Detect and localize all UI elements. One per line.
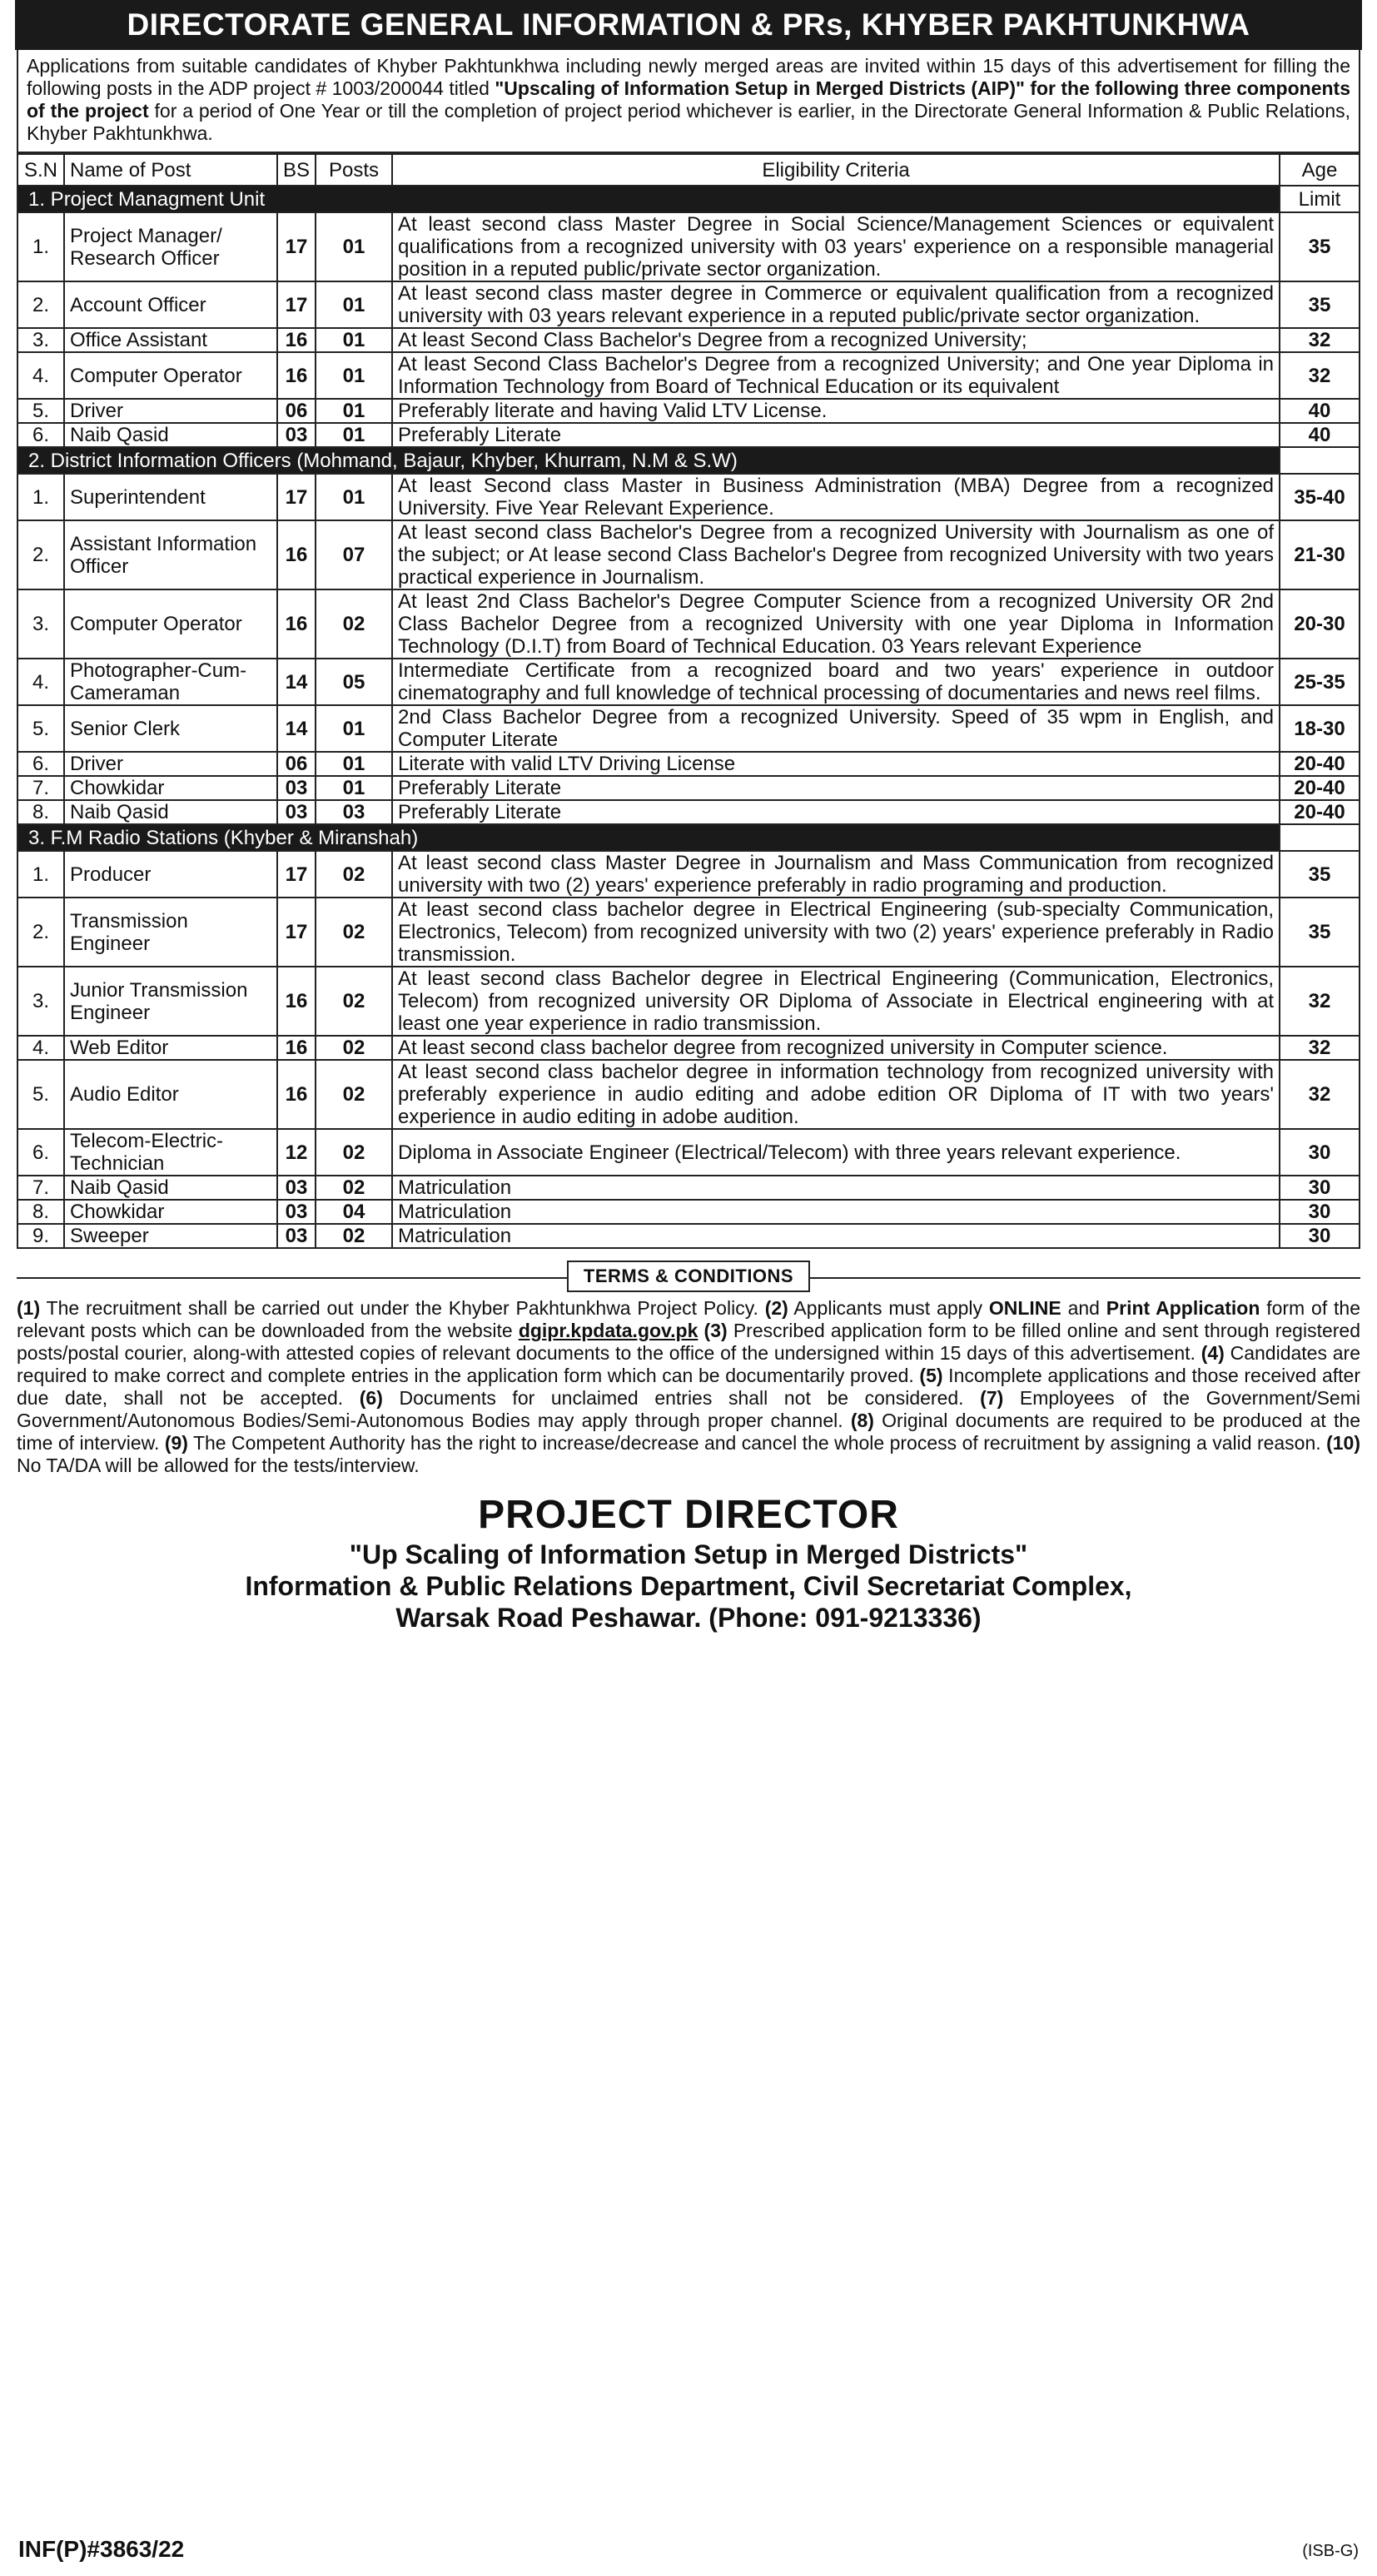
terms-title: TERMS & CONDITIONS (567, 1261, 810, 1292)
cell-post-name: Transmission Engineer (64, 898, 277, 967)
cell-criteria: At least second class master degree in Commerce or equivalent qualification from a recognized university with 03 years relevant experience in a reputed public/private sector organization. (392, 281, 1280, 328)
cell-post-name: Producer (64, 851, 277, 898)
footer-title: PROJECT DIRECTOR (478, 1493, 899, 1537)
cell-bs: 16 (277, 1060, 316, 1129)
table-row (17, 328, 1360, 352)
cell-age: 32 (1280, 328, 1360, 352)
table-row (17, 589, 1360, 659)
cell-bs: 17 (277, 212, 316, 281)
cell-posts: 02 (316, 1224, 392, 1248)
term-text: Applicants must apply (788, 1297, 989, 1319)
cell-criteria: Preferably Literate (392, 423, 1280, 447)
header-age: Age (1280, 154, 1360, 186)
cell-sn: 4. (17, 1036, 64, 1060)
cell-criteria: At least 2nd Class Bachelor's Degree Computer Science from a recognized University OR 2nd Class Bachelor Degree from a recognized University with one year Diploma in Information Technology (D.I.T) from Board of Technical Education. 03 Years relevant Experience (392, 589, 1280, 659)
cell-sn: 8. (17, 800, 64, 824)
terms-heading (17, 1261, 1360, 1294)
footer-project-name: "Up Scaling of Information Setup in Merged Districts" (349, 1539, 1028, 1569)
table-row (17, 281, 1360, 328)
term-text: Documents for unclaimed entries shall not be considered. (382, 1387, 981, 1409)
table-row (17, 967, 1360, 1036)
term-text (698, 1320, 703, 1341)
term-text: and (1061, 1297, 1106, 1319)
cell-criteria: At least second class Bachelor's Degree from a recognized University with Journalism as one of the subject; or At lease second Class Bachelor's Degree from recognized University with two years practical experience in Journalism. (392, 520, 1280, 589)
term-text: Original documents are required to be produced at the time of interview. (17, 1410, 1360, 1454)
cell-post-name: Sweeper (64, 1224, 277, 1248)
table-row (17, 1224, 1360, 1248)
cell-age: 20-40 (1280, 800, 1360, 824)
cell-bs: 16 (277, 589, 316, 659)
cell-sn: 2. (17, 520, 64, 589)
cell-posts: 02 (316, 1036, 392, 1060)
cell-posts: 02 (316, 1176, 392, 1200)
cell-age: 35 (1280, 281, 1360, 328)
cell-bs: 03 (277, 776, 316, 800)
cell-criteria: At least second class Master Degree in Journalism and Mass Communication from recognized university with two (2) years' experience preferably in radio programing and production. (392, 851, 1280, 898)
cell-age: 30 (1280, 1224, 1360, 1248)
header-sn: S.N (17, 154, 64, 186)
term-number: (9) (164, 1432, 188, 1454)
cell-age: 20-40 (1280, 776, 1360, 800)
cell-post-name: Audio Editor (64, 1060, 277, 1129)
cell-posts: 02 (316, 851, 392, 898)
table-header-row (17, 154, 1360, 186)
cell-post-name: Account Officer (64, 281, 277, 328)
term-number: (3) (703, 1320, 728, 1341)
cell-post-name: Office Assistant (64, 328, 277, 352)
cell-bs: 06 (277, 399, 316, 423)
term-number: (2) (764, 1297, 788, 1319)
term-text: Candidates are required to make correct and complete entries in the application form which can be documentarily proved. (17, 1342, 1360, 1386)
cell-post-name: Junior Transmission Engineer (64, 967, 277, 1036)
footer-block (17, 1492, 1360, 1634)
cell-sn: 6. (17, 423, 64, 447)
cell-posts: 01 (316, 352, 392, 399)
cell-sn: 1. (17, 474, 64, 520)
cell-bs: 03 (277, 800, 316, 824)
cell-bs: 06 (277, 752, 316, 776)
cell-age: 35 (1280, 212, 1360, 281)
header-bs: BS (277, 154, 316, 186)
cell-posts: 01 (316, 752, 392, 776)
cell-criteria: Matriculation (392, 1176, 1280, 1200)
term-text: Prescribed application form to be filled online and sent through registered posts/postal courier, along-with attested copies of relevant documents to the office of the undersigned within 15 days of this advertisement. (17, 1320, 1361, 1364)
cell-criteria: Intermediate Certificate from a recognized board and two years' experience in outdoor cinematography and full knowledge of technical processing of documentaries and news reel films. (392, 659, 1280, 705)
cell-age: 30 (1280, 1200, 1360, 1224)
cell-post-name: Naib Qasid (64, 1176, 277, 1200)
cell-age: 30 (1280, 1129, 1360, 1176)
term-text: The recruitment shall be carried out under the Khyber Pakhtunkhwa Project Policy. (40, 1297, 765, 1319)
cell-posts: 05 (316, 659, 392, 705)
cell-bs: 03 (277, 1224, 316, 1248)
cell-posts: 01 (316, 423, 392, 447)
footer-address: Warsak Road Peshawar. (Phone: 091-9213336) (395, 1603, 982, 1633)
cell-posts: 01 (316, 212, 392, 281)
cell-criteria: Preferably Literate (392, 800, 1280, 824)
cell-criteria: Matriculation (392, 1200, 1280, 1224)
cell-age: 32 (1280, 352, 1360, 399)
cell-bs: 14 (277, 659, 316, 705)
cell-criteria: Diploma in Associate Engineer (Electrical/Telecom) with three years relevant experience. (392, 1129, 1280, 1176)
section-title: 1. Project Managment Unit (17, 186, 1280, 212)
cell-sn: 3. (17, 967, 64, 1036)
section-age-note: Limit (1280, 186, 1360, 212)
cell-sn: 6. (17, 752, 64, 776)
cell-sn: 2. (17, 898, 64, 967)
cell-posts: 01 (316, 399, 392, 423)
intro-text-2: for a period of One Year or till the completion of project period whichever is earlier, in the Directorate General Information & Public Relations, Khyber Pakhtunkhwa. (27, 100, 1351, 144)
cell-criteria: At least Second Class Bachelor's Degree from a recognized University; and One year Diploma in Information Technology from Board of Technical Education or its equivalent (392, 352, 1280, 399)
cell-posts: 03 (316, 800, 392, 824)
cell-sn: 1. (17, 851, 64, 898)
cell-age: 35 (1280, 898, 1360, 967)
table-row (17, 212, 1360, 281)
cell-post-name: Project Manager/ Research Officer (64, 212, 277, 281)
cell-age: 30 (1280, 1176, 1360, 1200)
cell-sn: 5. (17, 399, 64, 423)
term-text: Employees of the Government/Semi Government/Autonomous Bodies/Semi-Autonomous Bodies may apply through proper channel. (17, 1387, 1360, 1431)
table-row (17, 898, 1360, 967)
cell-bs: 16 (277, 328, 316, 352)
cell-age: 32 (1280, 967, 1360, 1036)
cell-posts: 01 (316, 474, 392, 520)
cell-criteria: Matriculation (392, 1224, 1280, 1248)
isb-code: (ISB-G) (1302, 2542, 1359, 2560)
cell-bs: 14 (277, 705, 316, 752)
cell-post-name: Driver (64, 399, 277, 423)
cell-bs: 12 (277, 1129, 316, 1176)
cell-post-name: Chowkidar (64, 776, 277, 800)
intro-paragraph (17, 50, 1360, 153)
cell-sn: 8. (17, 1200, 64, 1224)
cell-post-name: Naib Qasid (64, 800, 277, 824)
cell-criteria: At least Second class Master in Business Administration (MBA) Degree from a recognized University. Five Year Relevant Experience. (392, 474, 1280, 520)
term-number: (10) (1326, 1432, 1360, 1454)
cell-bs: 17 (277, 851, 316, 898)
section-title: 3. F.M Radio Stations (Khyber & Miranshah) (17, 824, 1280, 851)
cell-criteria: Literate with valid LTV Driving License (392, 752, 1280, 776)
cell-post-name: Web Editor (64, 1036, 277, 1060)
cell-sn: 5. (17, 705, 64, 752)
cell-post-name: Naib Qasid (64, 423, 277, 447)
cell-posts: 02 (316, 1129, 392, 1176)
cell-post-name: Driver (64, 752, 277, 776)
cell-posts: 01 (316, 705, 392, 752)
section-title: 2. District Information Officers (Mohmand, Bajaur, Khyber, Khurram, N.M & S.W) (17, 447, 1280, 474)
cell-post-name: Superintendent (64, 474, 277, 520)
cell-age: 20-30 (1280, 589, 1360, 659)
cell-post-name: Assistant Information Officer (64, 520, 277, 589)
cell-age: 35-40 (1280, 474, 1360, 520)
reference-number: INF(P)#3863/22 (18, 2536, 185, 2562)
table-row (17, 800, 1360, 824)
term-number: (1) (17, 1297, 41, 1319)
cell-posts: 07 (316, 520, 392, 589)
cell-bs: 03 (277, 1200, 316, 1224)
section-age-note (1280, 824, 1360, 851)
table-row (17, 851, 1360, 898)
cell-bs: 16 (277, 1036, 316, 1060)
cell-sn: 6. (17, 1129, 64, 1176)
cell-age: 35 (1280, 851, 1360, 898)
cell-post-name: Telecom-Electric-Technician (64, 1129, 277, 1176)
table-row (17, 399, 1360, 423)
cell-criteria: Preferably literate and having Valid LTV License. (392, 399, 1280, 423)
table-row (17, 474, 1360, 520)
header-name: Name of Post (64, 154, 277, 186)
cell-post-name: Computer Operator (64, 589, 277, 659)
cell-sn: 5. (17, 1060, 64, 1129)
cell-bs: 17 (277, 898, 316, 967)
cell-criteria: At least second class Master Degree in Social Science/Management Sciences or equivalent qualifications from a recognized university with 03 years' experience on a responsible managerial position in a reputed public/private sector organization. (392, 212, 1280, 281)
cell-age: 40 (1280, 423, 1360, 447)
cell-bs: 03 (277, 423, 316, 447)
cell-posts: 02 (316, 898, 392, 967)
section-row (17, 447, 1360, 474)
footer-department: Information & Public Relations Department, Civil Secretariat Complex, (245, 1571, 1132, 1601)
cell-sn: 7. (17, 1176, 64, 1200)
cell-criteria: At least second class Bachelor degree in Electrical Engineering (Communication, Electronics, Telecom) from recognized university OR Diploma of Associate in Electrical engineering with at least one year experience in radio transmission. (392, 967, 1280, 1036)
cell-bs: 16 (277, 352, 316, 399)
cell-sn: 7. (17, 776, 64, 800)
cell-sn: 3. (17, 328, 64, 352)
term-number: (6) (359, 1387, 383, 1409)
cell-criteria: At least second class bachelor degree in Electrical Engineering (sub-specialty Communication, Electronics, Telecom) from recognized university with two (2) years' experience preferably in Radio transmission. (392, 898, 1280, 967)
term-text: Incomplete applications and those received after due date, shall not be accepted. (17, 1365, 1360, 1409)
cell-sn: 2. (17, 281, 64, 328)
posts-table-body (17, 186, 1360, 1248)
cell-sn: 9. (17, 1224, 64, 1248)
intro-text-1: Applications from suitable candidates of Khyber Pakhtunkhwa including newly merged areas are invited within 15 days of this advertisement for filling the following posts in the ADP project # 1003/200044 titled (27, 55, 1350, 99)
cell-post-name: Photographer-Cum-Cameraman (64, 659, 277, 705)
intro-text-bold: "Upscaling of Information Setup in Merged Districts (AIP)" for the following three components of the project (27, 77, 1350, 122)
cell-posts: 02 (316, 589, 392, 659)
section-age-note (1280, 447, 1360, 474)
cell-posts: 04 (316, 1200, 392, 1224)
cell-sn: 4. (17, 659, 64, 705)
cell-criteria: 2nd Class Bachelor Degree from a recognized University. Speed of 35 wpm in English, and Computer Literate (392, 705, 1280, 752)
cell-posts: 01 (316, 776, 392, 800)
table-row (17, 1036, 1360, 1060)
cell-posts: 01 (316, 281, 392, 328)
cell-posts: 01 (316, 328, 392, 352)
cell-criteria: At least Second Class Bachelor's Degree from a recognized University; (392, 328, 1280, 352)
cell-age: 32 (1280, 1036, 1360, 1060)
table-row (17, 1129, 1360, 1176)
table-row (17, 520, 1360, 589)
header-criteria: Eligibility Criteria (392, 154, 1280, 186)
cell-posts: 02 (316, 967, 392, 1036)
cell-age: 18-30 (1280, 705, 1360, 752)
table-row (17, 1060, 1360, 1129)
table-row (17, 776, 1360, 800)
term-bold: ONLINE (988, 1297, 1061, 1319)
cell-post-name: Senior Clerk (64, 705, 277, 752)
cell-sn: 1. (17, 212, 64, 281)
cell-bs: 03 (277, 1176, 316, 1200)
cell-age: 20-40 (1280, 752, 1360, 776)
header-posts: Posts (316, 154, 392, 186)
term-text: No TA/DA will be allowed for the tests/interview. (17, 1455, 420, 1476)
cell-bs: 17 (277, 281, 316, 328)
term-text: form of the relevant posts which can be downloaded from the website (17, 1297, 1361, 1341)
section-row (17, 824, 1360, 851)
cell-criteria: Preferably Literate (392, 776, 1280, 800)
section-row (17, 186, 1360, 212)
cell-sn: 3. (17, 589, 64, 659)
table-row (17, 1200, 1360, 1224)
cell-age: 32 (1280, 1060, 1360, 1129)
cell-sn: 4. (17, 352, 64, 399)
page-title: DIRECTORATE GENERAL INFORMATION & PRs, KHYBER PAKHTUNKHWA (15, 0, 1362, 50)
term-text: The Competent Authority has the right to increase/decrease and cancel the whole process of recruitment by assigning a valid reason. (187, 1432, 1327, 1454)
cell-bs: 17 (277, 474, 316, 520)
term-number: (5) (919, 1365, 943, 1386)
table-row (17, 423, 1360, 447)
term-number: (7) (980, 1387, 1004, 1409)
terms-text (17, 1297, 1360, 1477)
cell-age: 21-30 (1280, 520, 1360, 589)
cell-post-name: Chowkidar (64, 1200, 277, 1224)
table-row (17, 659, 1360, 705)
website-link[interactable]: dgipr.kpdata.gov.pk (518, 1320, 698, 1341)
table-row (17, 1176, 1360, 1200)
term-bold: Print Application (1106, 1297, 1260, 1319)
cell-posts: 02 (316, 1060, 392, 1129)
cell-bs: 16 (277, 520, 316, 589)
term-number: (8) (850, 1410, 874, 1431)
table-row (17, 705, 1360, 752)
cell-criteria: At least second class bachelor degree in information technology from recognized university with preferably experience in audio editing and adobe edition OR Diploma of IT with two years' experience in audio editing in adobe audition. (392, 1060, 1280, 1129)
table-row (17, 752, 1360, 776)
term-number: (4) (1201, 1342, 1225, 1364)
posts-table (17, 153, 1360, 1249)
cell-post-name: Computer Operator (64, 352, 277, 399)
cell-age: 25-35 (1280, 659, 1360, 705)
table-row (17, 352, 1360, 399)
cell-age: 40 (1280, 399, 1360, 423)
cell-criteria: At least second class bachelor degree from recognized university in Computer science. (392, 1036, 1280, 1060)
cell-bs: 16 (277, 967, 316, 1036)
